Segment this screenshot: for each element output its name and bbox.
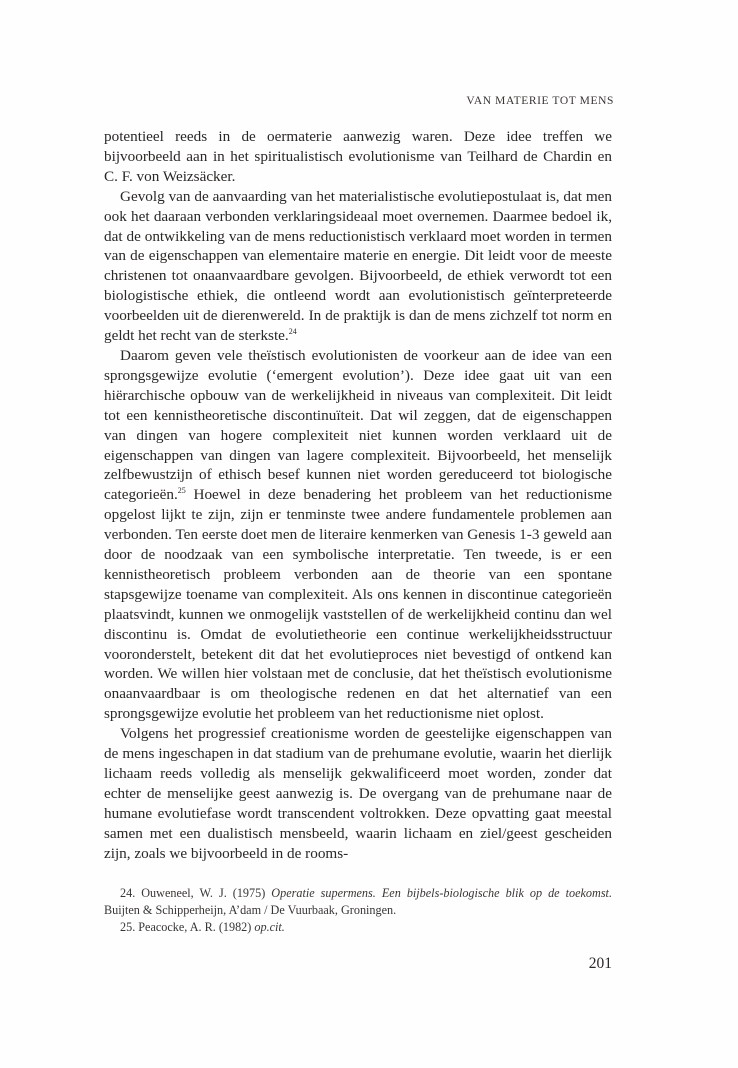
footnote-24-number: 24. — [120, 886, 136, 900]
footnote-24-author: Ouweneel, W. J. (1975) — [135, 886, 272, 900]
footnote-ref-24[interactable]: 24 — [288, 327, 297, 337]
page-number: 201 — [588, 955, 612, 972]
paragraph-1: potentieel reeds in de oermaterie aanwezig waren. Deze idee treffen we bijvoorbeeld aan in het spiritualistisch evolutionisme van Teilhard de Chardin en C. F. von Weizsäcker. — [104, 128, 612, 185]
footnotes — [104, 885, 612, 937]
body-text — [104, 127, 612, 864]
footnote-24-title: Operatie supermens. Een bijbels-biologische blik op de toekomst. — [271, 886, 612, 900]
footnote-25-cite: op.cit. — [254, 920, 285, 935]
paragraph-3-text-b: Hoewel in deze benadering het probleem van het reductionisme opgelost lijkt te zijn, zijn er tenminste twee andere fundamentele problemen aan verbonden. Ten eerste doet men de literaire kenmerken van Genesis 1-3 geweld aan door de noodzaak van een symbolische interpretatie. Ten tweede, is er een kennistheoretisch probleem verbonden aan de theorie van een spontane stapsgewijze toename van complexiteit. Als ons kennen in discontinue categorieën plaatsvindt, kunnen we onmogelijk vaststellen of de werkelijkheid continu dan wel discontinu is. Omdat de evolutietheorie een continue werkelijkheidsstructuur vooronderstelt, betekent dit dat het evolutieproces niet bevestigd of ontkend kan worden. We willen hier volstaan met de conclusie, dat het theïstisch evolutionisme onaanvaardbaar is om theologische redenen en dat het alternatief van een sprongsgewijze evolutie het probleem van het reductionisme niet oplost. — [104, 486, 612, 723]
paragraph-2-text: Gevolg van de aanvaarding van het materialistische evolutiepostulaat is, dat men ook het daaraan verbonden verklaringsideaal moet overnemen. Daarmee bedoel ik, dat de ontwikkeling van de mens reductionistisch verklaard moet worden in termen van de eigenschappen van elementaire materie en energie. Dit leidt voor de meeste christenen tot onaanvaardbare gevolgen. Bijvoorbeeld, de ethiek verwordt tot een biologistische ethiek, die ontleend wordt aan evolutionistisch geïnterpreteerde voorbeelden uit de dierenwereld. In de praktijk is dan de mens zichzelf tot norm en geldt het recht van de sterkste. — [104, 187, 612, 345]
footnote-25-author: Peacocke, A. R. (1982) — [135, 920, 255, 935]
footnote-ref-25[interactable]: 25 — [177, 486, 186, 496]
running-head: VAN MATERIE TOT MENS — [466, 95, 614, 107]
footnote-24-publisher: Buijten & Schipperheijn, A’dam / De Vuurbaak, Groningen. — [104, 903, 397, 918]
paragraph-3 — [104, 346, 612, 724]
footnote-24 — [104, 885, 612, 919]
paragraph-2 — [104, 187, 612, 346]
paragraph-4: Volgens het progressief creationisme worden de geestelijke eigenschappen van de mens ingeschapen in dat stadium van de prehumane evolutie, waarin het dierlijk lichaam reeds volledig als menselijk gekwalificeerd moet worden, zonder dat echter de menselijke geest aanwezig is. De overgang van de prehumane naar de humane evolutiefase wordt transcendent voltrokken. Deze opvatting gaat meestal samen met een dualistisch mensbeeld, waarin lichaam en ziel/geest gescheiden zijn, zoals we bijvoorbeeld in de rooms- — [104, 725, 612, 862]
paragraph-3-text-a: Daarom geven vele theïstisch evolutionisten de voorkeur aan de idee van een sprongsgewijze evolutie (‘emergent evolution’). Deze idee gaat uit van een hiërarchische opbouw van de werkelijkheid in niveaus van complexiteit. Dit leidt tot een kennistheoretische discontinuïteit. Dat wil zeggen, dat de eigenschappen van dingen van hogere complexiteit niet kunnen worden verklaard uit de eigenschappen van dingen van lagere complexiteit. Bijvoorbeeld, het menselijk zelfbewustzijn of ethisch besef kunnen niet worden gereduceerd tot biologische categorieën. — [104, 346, 612, 504]
footnote-25 — [104, 919, 612, 936]
footnote-25-number: 25. — [120, 920, 136, 935]
